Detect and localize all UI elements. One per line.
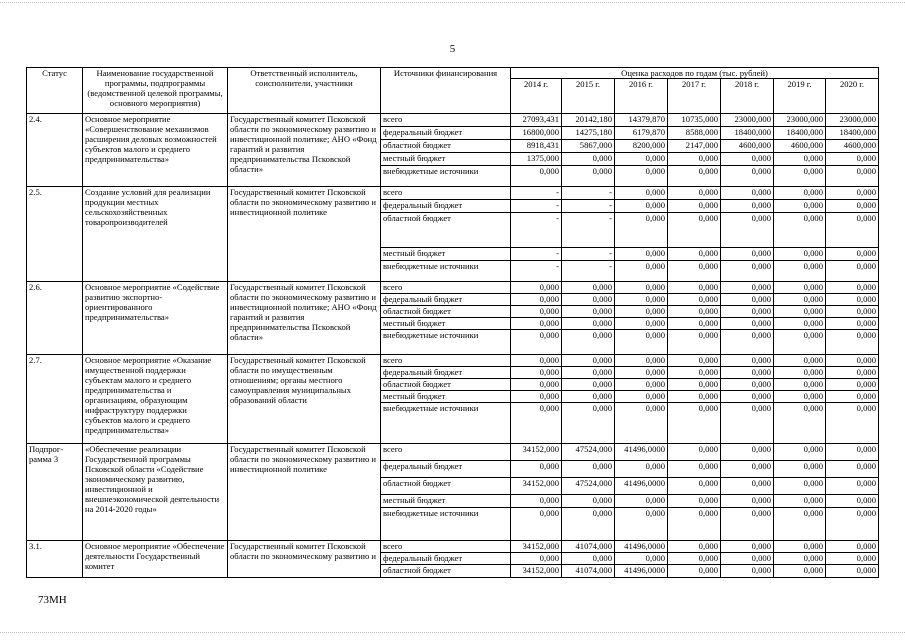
value-cell: 4600,000 xyxy=(826,140,879,153)
value-cell: 0,000 xyxy=(774,379,826,391)
value-cell: 0,000 xyxy=(615,282,668,294)
value-cell: 0,000 xyxy=(668,541,721,553)
value-cell: 0,000 xyxy=(615,553,668,565)
value-cell: 0,000 xyxy=(562,403,615,444)
value-cell: 0,000 xyxy=(826,367,879,379)
value-cell: - xyxy=(562,261,615,282)
value-cell: 0,000 xyxy=(562,282,615,294)
value-cell: 0,000 xyxy=(668,495,721,508)
value-cell: 0,000 xyxy=(774,318,826,330)
row-source: федеральный бюджет xyxy=(381,127,511,140)
value-cell: 0,000 xyxy=(511,330,562,355)
value-cell: 0,000 xyxy=(721,261,774,282)
value-cell: 0,000 xyxy=(774,541,826,553)
value-cell: - xyxy=(562,200,615,213)
value-cell: 0,000 xyxy=(668,355,721,367)
value-cell: 0,000 xyxy=(615,294,668,306)
row-source: областной бюджет xyxy=(381,140,511,153)
value-cell: 0,000 xyxy=(826,213,879,248)
value-cell: 0,000 xyxy=(721,553,774,565)
row-source: областной бюджет xyxy=(381,565,511,578)
budget-table-body xyxy=(27,114,879,578)
value-cell: 0,000 xyxy=(774,306,826,318)
value-cell: 0,000 xyxy=(721,294,774,306)
row-name: Основное мероприятие «Обеспечение деятельности Государственный комитет xyxy=(83,541,228,578)
table-row xyxy=(27,541,879,553)
value-cell: 0,000 xyxy=(615,367,668,379)
row-source: федеральный бюджет xyxy=(381,367,511,379)
value-cell: 0,000 xyxy=(721,367,774,379)
header-executor: Ответственный исполнитель, соисполнители, участники xyxy=(228,68,381,114)
row-source: внебюджетные источники xyxy=(381,166,511,187)
value-cell: 0,000 xyxy=(668,367,721,379)
row-source: местный бюджет xyxy=(381,153,511,166)
value-cell: 0,000 xyxy=(511,166,562,187)
value-cell: 0,000 xyxy=(721,153,774,166)
value-cell: 0,000 xyxy=(668,403,721,444)
value-cell: 0,000 xyxy=(511,461,562,478)
value-cell: 47524,000 xyxy=(562,478,615,495)
value-cell: - xyxy=(562,187,615,200)
value-cell: 0,000 xyxy=(826,391,879,403)
header-year: 2015 г. xyxy=(562,79,615,114)
value-cell: 0,000 xyxy=(668,153,721,166)
row-source: всего xyxy=(381,187,511,200)
value-cell: 0,000 xyxy=(562,553,615,565)
row-status: 2.5. xyxy=(27,187,83,282)
value-cell: 18400,000 xyxy=(721,127,774,140)
value-cell: 0,000 xyxy=(562,367,615,379)
value-cell: 0,000 xyxy=(774,478,826,495)
value-cell: 1375,000 xyxy=(511,153,562,166)
value-cell: 0,000 xyxy=(562,379,615,391)
value-cell: 0,000 xyxy=(826,282,879,294)
value-cell: 4600,000 xyxy=(721,140,774,153)
value-cell: 0,000 xyxy=(562,495,615,508)
value-cell: 0,000 xyxy=(721,565,774,578)
value-cell: - xyxy=(511,261,562,282)
row-status: Подпрог-рамма 3 xyxy=(27,444,83,541)
value-cell: 41496,0000 xyxy=(615,565,668,578)
row-executor: Государственный комитет Псковской области по экономическому развитию и инвестиционной политике; АНО «Фонд гарантий и развития предпринимательства Псковской области» xyxy=(228,114,381,187)
value-cell: 0,000 xyxy=(562,318,615,330)
value-cell: 0,000 xyxy=(668,261,721,282)
value-cell: 47524,000 xyxy=(562,444,615,461)
value-cell: 0,000 xyxy=(668,282,721,294)
row-executor: Государственный комитет Псковской области по экономическому развитию и инвестиционной политике; АНО «Фонд гарантий и развития предпринимательства Псковской области» xyxy=(228,282,381,355)
row-source: местный бюджет xyxy=(381,391,511,403)
value-cell: 0,000 xyxy=(668,391,721,403)
value-cell: 14379,870 xyxy=(615,114,668,127)
value-cell: 0,000 xyxy=(615,213,668,248)
row-source: федеральный бюджет xyxy=(381,200,511,213)
value-cell: 0,000 xyxy=(826,306,879,318)
value-cell: 0,000 xyxy=(774,330,826,355)
value-cell: 0,000 xyxy=(826,495,879,508)
value-cell: 0,000 xyxy=(774,153,826,166)
value-cell: 23000,000 xyxy=(721,114,774,127)
value-cell: 0,000 xyxy=(615,306,668,318)
value-cell: 0,000 xyxy=(774,213,826,248)
value-cell: 0,000 xyxy=(668,213,721,248)
value-cell: 34152,000 xyxy=(511,444,562,461)
value-cell: 0,000 xyxy=(826,187,879,200)
table-row xyxy=(27,355,879,367)
header-year: 2017 г. xyxy=(668,79,721,114)
value-cell: 0,000 xyxy=(774,294,826,306)
row-source: внебюджетные источники xyxy=(381,403,511,444)
value-cell: - xyxy=(562,248,615,261)
value-cell: 0,000 xyxy=(826,508,879,541)
value-cell: 0,000 xyxy=(774,461,826,478)
header-year: 2018 г. xyxy=(721,79,774,114)
value-cell: 0,000 xyxy=(562,306,615,318)
value-cell: 0,000 xyxy=(511,495,562,508)
value-cell: 0,000 xyxy=(615,391,668,403)
value-cell: 0,000 xyxy=(668,294,721,306)
value-cell: 0,000 xyxy=(774,403,826,444)
value-cell: 0,000 xyxy=(668,166,721,187)
value-cell: 0,000 xyxy=(826,461,879,478)
value-cell: 0,000 xyxy=(826,318,879,330)
row-source: местный бюджет xyxy=(381,248,511,261)
value-cell: 0,000 xyxy=(826,541,879,553)
header-year: 2016 г. xyxy=(615,79,668,114)
value-cell: 0,000 xyxy=(668,553,721,565)
header-year: 2020 г. xyxy=(826,79,879,114)
value-cell: 0,000 xyxy=(562,508,615,541)
value-cell: 8918,431 xyxy=(511,140,562,153)
value-cell: 2147,000 xyxy=(668,140,721,153)
value-cell: 0,000 xyxy=(774,282,826,294)
value-cell: 14275,180 xyxy=(562,127,615,140)
row-status: 2.4. xyxy=(27,114,83,187)
row-source: федеральный бюджет xyxy=(381,294,511,306)
row-source: внебюджетные источники xyxy=(381,261,511,282)
value-cell: 0,000 xyxy=(774,565,826,578)
value-cell: 0,000 xyxy=(511,379,562,391)
value-cell: 0,000 xyxy=(668,248,721,261)
value-cell: 0,000 xyxy=(826,553,879,565)
value-cell: 0,000 xyxy=(615,403,668,444)
value-cell: 0,000 xyxy=(562,294,615,306)
value-cell: 0,000 xyxy=(721,248,774,261)
value-cell: 0,000 xyxy=(562,153,615,166)
value-cell: 0,000 xyxy=(721,355,774,367)
value-cell: - xyxy=(562,213,615,248)
value-cell: 0,000 xyxy=(721,282,774,294)
value-cell: 0,000 xyxy=(774,248,826,261)
value-cell: 0,000 xyxy=(668,444,721,461)
value-cell: 0,000 xyxy=(721,444,774,461)
value-cell: 0,000 xyxy=(826,153,879,166)
row-name: Основное мероприятие «Оказание имущественной поддержки субъектам малого и среднего предпринимательства и организациям, образующим инфраструктуру поддержки субъектов малого и среднего предпринимательства» xyxy=(83,355,228,444)
value-cell: 8200,000 xyxy=(615,140,668,153)
header-year: 2019 г. xyxy=(774,79,826,114)
value-cell: 0,000 xyxy=(615,355,668,367)
row-source: областной бюджет xyxy=(381,306,511,318)
value-cell: 0,000 xyxy=(668,508,721,541)
value-cell: 0,000 xyxy=(721,330,774,355)
value-cell: 0,000 xyxy=(774,495,826,508)
value-cell: 0,000 xyxy=(774,166,826,187)
value-cell: 0,000 xyxy=(615,508,668,541)
header-row xyxy=(27,68,879,79)
row-executor: Государственный комитет Псковской области по экономическому развитию и инвестиционной политике xyxy=(228,444,381,541)
header-estimate: Оценка расходов по годам (тыс. рублей) xyxy=(511,68,879,79)
value-cell: 0,000 xyxy=(668,478,721,495)
value-cell: 41496,0000 xyxy=(615,541,668,553)
value-cell: 0,000 xyxy=(774,355,826,367)
value-cell: 41496,0000 xyxy=(615,478,668,495)
value-cell: 0,000 xyxy=(615,261,668,282)
page-number: 5 xyxy=(449,43,456,55)
value-cell: 0,000 xyxy=(615,248,668,261)
value-cell: 0,000 xyxy=(511,367,562,379)
table-row xyxy=(27,282,879,294)
value-cell: 23000,000 xyxy=(826,114,879,127)
row-name: Создание условий для реализации продукции местных сельскохозяйственных товаропроизводителей xyxy=(83,187,228,282)
header-year: 2014 г. xyxy=(511,79,562,114)
value-cell: 0,000 xyxy=(721,478,774,495)
row-source: внебюджетные источники xyxy=(381,508,511,541)
value-cell: 0,000 xyxy=(511,553,562,565)
value-cell: 0,000 xyxy=(826,478,879,495)
value-cell: 0,000 xyxy=(668,565,721,578)
value-cell: 10735,000 xyxy=(668,114,721,127)
value-cell: 0,000 xyxy=(774,367,826,379)
row-source: местный бюджет xyxy=(381,318,511,330)
value-cell: 27093,431 xyxy=(511,114,562,127)
value-cell: 0,000 xyxy=(826,166,879,187)
row-source: внебюджетные источники xyxy=(381,330,511,355)
row-source: всего xyxy=(381,355,511,367)
value-cell: 0,000 xyxy=(721,187,774,200)
value-cell: 0,000 xyxy=(774,553,826,565)
value-cell: 0,000 xyxy=(562,461,615,478)
row-status: 2.6. xyxy=(27,282,83,355)
row-source: областной бюджет xyxy=(381,478,511,495)
row-executor: Государственный комитет Псковской области по экономическому развитию и xyxy=(228,541,381,578)
row-source: федеральный бюджет xyxy=(381,553,511,565)
value-cell: 0,000 xyxy=(774,187,826,200)
value-cell: 0,000 xyxy=(721,403,774,444)
value-cell: 0,000 xyxy=(826,330,879,355)
value-cell: 0,000 xyxy=(562,166,615,187)
value-cell: 0,000 xyxy=(774,444,826,461)
value-cell: 18400,000 xyxy=(826,127,879,140)
value-cell: 8588,000 xyxy=(668,127,721,140)
value-cell: 6179,870 xyxy=(615,127,668,140)
table-row xyxy=(27,187,879,200)
value-cell: 0,000 xyxy=(721,166,774,187)
value-cell: 23000,000 xyxy=(774,114,826,127)
value-cell: 0,000 xyxy=(511,355,562,367)
value-cell: 0,000 xyxy=(721,213,774,248)
value-cell: 0,000 xyxy=(615,461,668,478)
scan-top-edge xyxy=(0,2,905,3)
value-cell: 0,000 xyxy=(721,391,774,403)
value-cell: 0,000 xyxy=(826,379,879,391)
value-cell: - xyxy=(511,200,562,213)
row-name: Основное мероприятие «Содействие развитию экспортно-ориентированного предпринимательства» xyxy=(83,282,228,355)
value-cell: 0,000 xyxy=(562,330,615,355)
value-cell: 0,000 xyxy=(826,248,879,261)
value-cell: 0,000 xyxy=(826,261,879,282)
value-cell: 34152,000 xyxy=(511,478,562,495)
value-cell: 0,000 xyxy=(826,355,879,367)
row-executor: Государственный комитет Псковской области по имущественным отношениям; органы местного самоуправления муниципальных образований области xyxy=(228,355,381,444)
row-name: Основное мероприятие «Совершенствование механизмов расширения деловых возможностей субъектов малого и среднего предпринимательства» xyxy=(83,114,228,187)
row-status: 3.1. xyxy=(27,541,83,578)
value-cell: 4600,000 xyxy=(774,140,826,153)
value-cell: 0,000 xyxy=(511,403,562,444)
value-cell: 0,000 xyxy=(774,200,826,213)
value-cell: 20142,180 xyxy=(562,114,615,127)
value-cell: 0,000 xyxy=(615,318,668,330)
value-cell: 0,000 xyxy=(774,508,826,541)
value-cell: 0,000 xyxy=(615,495,668,508)
row-executor: Государственный комитет Псковской области по экономическому развитию и инвестиционной политике xyxy=(228,187,381,282)
row-source: всего xyxy=(381,541,511,553)
row-source: федеральный бюджет xyxy=(381,461,511,478)
value-cell: 0,000 xyxy=(774,261,826,282)
header-status: Статус xyxy=(27,68,83,114)
value-cell: 0,000 xyxy=(511,508,562,541)
value-cell: 0,000 xyxy=(615,200,668,213)
value-cell: 0,000 xyxy=(615,166,668,187)
value-cell: 0,000 xyxy=(721,541,774,553)
value-cell: 0,000 xyxy=(721,318,774,330)
value-cell: 16800,000 xyxy=(511,127,562,140)
value-cell: 0,000 xyxy=(721,495,774,508)
value-cell: - xyxy=(511,187,562,200)
value-cell: 0,000 xyxy=(826,565,879,578)
scan-bottom-edge xyxy=(0,632,905,633)
row-source: областной бюджет xyxy=(381,379,511,391)
value-cell: 0,000 xyxy=(615,153,668,166)
value-cell: 0,000 xyxy=(826,444,879,461)
value-cell: 0,000 xyxy=(774,391,826,403)
value-cell: 0,000 xyxy=(562,391,615,403)
value-cell: 0,000 xyxy=(721,379,774,391)
value-cell: 0,000 xyxy=(668,187,721,200)
row-status: 2.7. xyxy=(27,355,83,444)
value-cell: 0,000 xyxy=(721,200,774,213)
budget-table xyxy=(26,67,879,578)
row-source: всего xyxy=(381,282,511,294)
value-cell: - xyxy=(511,213,562,248)
header-sources: Источники финансирования xyxy=(381,68,511,114)
value-cell: 0,000 xyxy=(511,282,562,294)
row-source: местный бюджет xyxy=(381,495,511,508)
value-cell: 18400,000 xyxy=(774,127,826,140)
value-cell: 34152,000 xyxy=(511,565,562,578)
row-source: всего xyxy=(381,444,511,461)
value-cell: 0,000 xyxy=(668,379,721,391)
value-cell: 0,000 xyxy=(511,294,562,306)
value-cell: 0,000 xyxy=(562,355,615,367)
value-cell: 0,000 xyxy=(826,403,879,444)
value-cell: 0,000 xyxy=(615,330,668,355)
value-cell: 41074,000 xyxy=(562,541,615,553)
value-cell: 0,000 xyxy=(668,461,721,478)
row-name: «Обеспечение реализации Государственной программы Псковской области «Содействие экономическому развитию, инвестиционной и внешнеэкономической деятельности на 2014-2020 годы» xyxy=(83,444,228,541)
value-cell: 0,000 xyxy=(721,306,774,318)
value-cell: 0,000 xyxy=(511,306,562,318)
row-source: всего xyxy=(381,114,511,127)
value-cell: 5867,000 xyxy=(562,140,615,153)
row-source: областной бюджет xyxy=(381,213,511,248)
value-cell: 0,000 xyxy=(668,306,721,318)
value-cell: 0,000 xyxy=(511,391,562,403)
value-cell: 0,000 xyxy=(668,200,721,213)
value-cell: 34152,000 xyxy=(511,541,562,553)
value-cell: 0,000 xyxy=(721,508,774,541)
value-cell: 0,000 xyxy=(668,330,721,355)
value-cell: 41496,0000 xyxy=(615,444,668,461)
value-cell: 0,000 xyxy=(615,379,668,391)
value-cell: 0,000 xyxy=(615,187,668,200)
table-row xyxy=(27,444,879,461)
value-cell: - xyxy=(511,248,562,261)
value-cell: 0,000 xyxy=(826,294,879,306)
value-cell: 0,000 xyxy=(721,461,774,478)
value-cell: 0,000 xyxy=(826,200,879,213)
value-cell: 41074,000 xyxy=(562,565,615,578)
value-cell: 0,000 xyxy=(668,318,721,330)
header-name: Наименование государственной программы, подпрограммы (ведомственной целевой программы, основного мероприятия) xyxy=(83,68,228,114)
footer-code: 73МН xyxy=(38,594,67,606)
table-row xyxy=(27,114,879,127)
value-cell: 0,000 xyxy=(511,318,562,330)
